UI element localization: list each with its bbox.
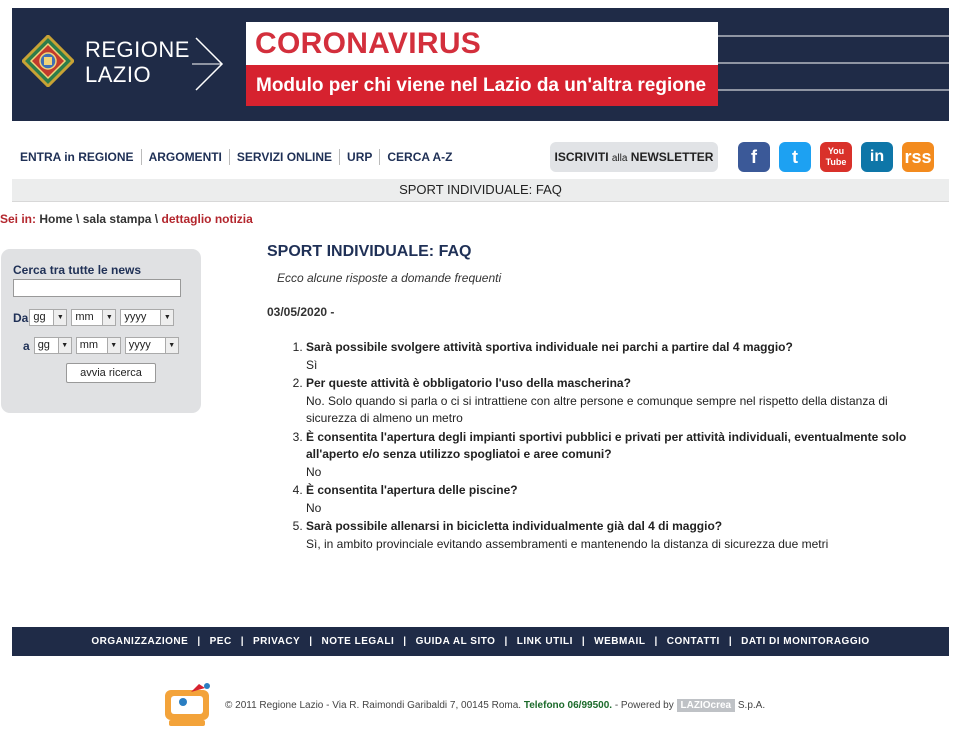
footer-link-dati-di-monitoraggio[interactable]: DATI DI MONITORAGGIO	[741, 636, 870, 647]
breadcrumb-prefix: Sei in:	[0, 212, 37, 226]
banner-subtitle: Modulo per chi viene nel Lazio da un'altra regione	[246, 65, 718, 106]
coronavirus-banner[interactable]	[246, 22, 718, 106]
news-search-panel	[1, 249, 201, 413]
logo-line-1: REGIONE	[85, 37, 190, 62]
chevron-down-icon: ▼	[107, 338, 120, 353]
article-date: 03/05/2020 -	[267, 305, 335, 319]
to-day-select[interactable]	[34, 337, 72, 354]
faq-item	[306, 429, 907, 482]
to-year-select[interactable]	[125, 337, 179, 354]
faq-item	[306, 339, 907, 374]
article	[267, 243, 907, 554]
select-value: mm	[79, 339, 99, 351]
from-day-select[interactable]	[29, 309, 67, 326]
select-value: gg	[33, 311, 46, 323]
copyright-address: © 2011 Regione Lazio - Via R. Raimondi Garibaldi 7, 00145 Roma.	[225, 700, 522, 711]
laziocrea-logo[interactable]: LAZIOcrea	[677, 699, 736, 712]
date-to-row	[23, 337, 179, 354]
chevron-down-icon: ▼	[102, 310, 115, 325]
footer-link-link-utili[interactable]: LINK UTILI	[516, 636, 573, 647]
chevron-right-icon	[192, 36, 252, 92]
chevron-down-icon: ▼	[165, 338, 178, 353]
nav-argomenti[interactable]: ARGOMENTI	[141, 149, 229, 165]
faq-answer: No	[306, 500, 322, 515]
footer-separator: |	[197, 636, 201, 647]
footer-separator: |	[240, 636, 245, 647]
nav-links	[14, 149, 460, 165]
powered-by-label: - Powered by	[614, 700, 674, 711]
article-title: SPORT INDIVIDUALE: FAQ	[267, 243, 472, 260]
footer-separator: |	[403, 636, 407, 647]
article-subtitle: Ecco alcune risposte a domande frequenti	[277, 271, 502, 285]
footer-link-organizzazione[interactable]: ORGANIZZAZIONE	[91, 636, 189, 647]
main-nav	[12, 121, 949, 179]
twitter-icon[interactable]: t	[779, 142, 811, 172]
site-header	[12, 8, 949, 121]
copyright-telefono: Telefono 06/99500.	[523, 700, 613, 711]
date-from-label: Da	[13, 310, 29, 325]
nav-servizi-online[interactable]: SERVIZI ONLINE	[229, 149, 339, 165]
footer-link-webmail[interactable]: WEBMAIL	[594, 636, 646, 647]
to-month-select[interactable]	[76, 337, 121, 354]
footer-link-guida-al-sito[interactable]: GUIDA AL SITO	[415, 636, 496, 647]
nav-urp[interactable]: URP	[339, 149, 379, 165]
newsletter-label-c: NEWSLETTER	[630, 150, 714, 164]
copyright-text	[225, 699, 765, 712]
faq-answer: No	[306, 464, 322, 479]
chevron-down-icon: ▼	[53, 310, 66, 325]
newsletter-label-b: alla	[611, 153, 628, 164]
breadcrumb-sala-stampa[interactable]: sala stampa	[82, 212, 152, 226]
header-decor-lines	[718, 28, 949, 98]
nav-cerca-a-z[interactable]: CERCA A-Z	[379, 149, 459, 165]
breadcrumb	[0, 212, 253, 226]
breadcrumb-current: dettaglio notizia	[161, 212, 253, 226]
nav-entra-in-regione[interactable]: ENTRA in REGIONE	[20, 150, 134, 164]
page-title-bar: SPORT INDIVIDUALE: FAQ	[12, 179, 949, 202]
footer-separator: |	[581, 636, 586, 647]
breadcrumb-sep: \	[154, 212, 159, 226]
select-value: yyyy	[124, 311, 147, 323]
breadcrumb-sep: \	[76, 212, 80, 226]
footer-separator: |	[504, 636, 508, 647]
footer-link-privacy[interactable]: PRIVACY	[253, 636, 301, 647]
date-to-label: a	[23, 338, 30, 353]
faq-answer: Sì, in ambito provinciale evitando assembramenti e mantenendo la distanza di sicurezza due metri	[306, 536, 829, 551]
faq-question: 2. Per queste attività è obbligatorio l'uso della mascherina?	[306, 376, 631, 390]
select-value: gg	[37, 339, 50, 351]
faq-list	[267, 339, 907, 553]
chevron-down-icon: ▼	[58, 338, 71, 353]
breadcrumb-home[interactable]: Home	[39, 212, 73, 226]
select-value: mm	[75, 311, 94, 323]
linkedin-icon[interactable]: in	[861, 142, 893, 172]
newsletter-label-a: ISCRIVITI	[554, 150, 609, 164]
regione-lazio-logo-text[interactable]	[85, 37, 190, 87]
search-submit-button[interactable]: avvia ricerca	[66, 363, 156, 383]
accessibility-mascot-icon	[161, 680, 217, 730]
logo-line-2: LAZIO	[85, 62, 152, 87]
faq-answer: No. Solo quando si parla o ci si intrattiene con altre persone e comunque sempre nel rispetto della distanza di sicurezza di almeno un metro	[306, 393, 888, 425]
regione-lazio-emblem-icon[interactable]	[22, 35, 74, 87]
facebook-icon[interactable]: f	[738, 142, 770, 172]
footer-separator: |	[309, 636, 313, 647]
from-month-select[interactable]	[71, 309, 116, 326]
rss-icon[interactable]: rss	[902, 142, 934, 172]
newsletter-button[interactable]	[550, 142, 718, 172]
faq-question: 1. Sarà possibile svolgere attività sportiva individuale nei parchi a partire dal 4 maggio?	[306, 340, 793, 354]
search-input[interactable]	[13, 279, 181, 297]
faq-question: 4. È consentita l'apertura delle piscine?	[306, 483, 518, 497]
faq-answer: Sì	[306, 357, 318, 372]
chevron-down-icon: ▼	[160, 310, 173, 325]
footer-link-pec[interactable]: PEC	[209, 636, 232, 647]
faq-question: 3. È consentita l'apertura degli impianti sportivi pubblici e privati per attività individuali, eventualmente solo all'aperto e/o senza utilizzo spogliatoi e aree comuni?	[306, 429, 907, 461]
footer-link-note-legali[interactable]: NOTE LEGALI	[321, 636, 395, 647]
faq-item	[306, 375, 907, 428]
youtube-icon[interactable]: You Tube	[820, 142, 852, 172]
faq-question: 5. Sarà possibile allenarsi in bicicletta individualmente già dal 4 di maggio?	[306, 519, 723, 533]
copyright-area	[161, 680, 841, 730]
footer-nav	[12, 627, 949, 656]
footer-separator: |	[654, 636, 658, 647]
spa-label: S.p.A.	[737, 700, 766, 711]
faq-item	[306, 518, 907, 553]
footer-link-contatti[interactable]: CONTATTI	[666, 636, 720, 647]
faq-item	[306, 482, 907, 517]
footer-separator: |	[728, 636, 733, 647]
banner-title: CORONAVIRUS	[246, 22, 718, 65]
search-label: Cerca tra tutte le news	[13, 263, 142, 277]
from-year-select[interactable]	[120, 309, 174, 326]
date-from-row	[13, 309, 174, 326]
select-value: yyyy	[128, 339, 151, 351]
